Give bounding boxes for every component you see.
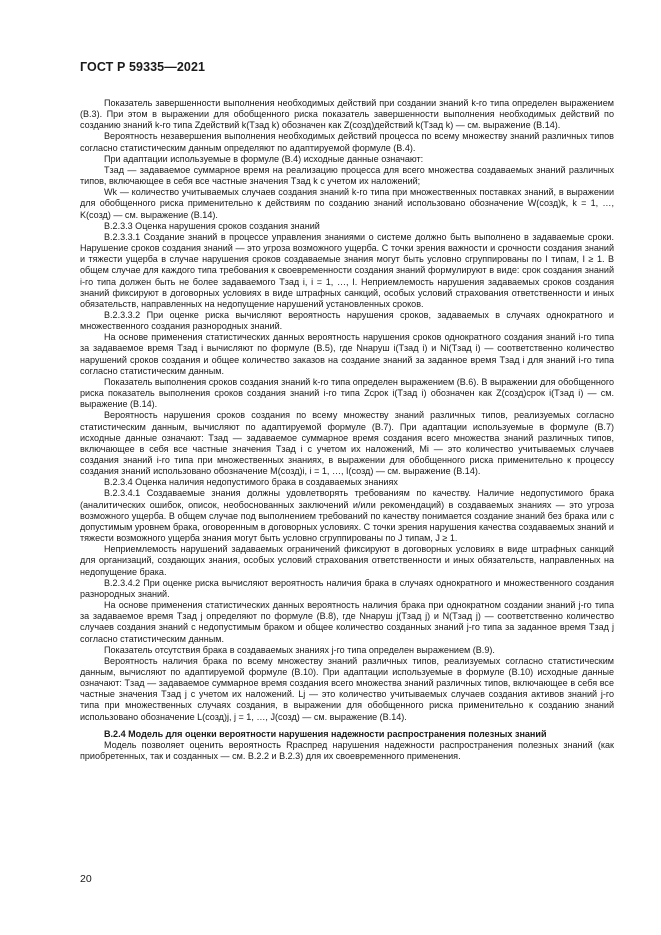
paragraph: Показатель отсутствия брака в создаваемых знаниях j-го типа определен выражением (B.9). xyxy=(104,644,495,655)
paragraph: B.2.3.4.2 При оценке риска вычисляют вероятность наличия брака в случаях однократного и множественного создания разнородных знаний. xyxy=(80,577,614,599)
section-heading: B.2.3.3 Оценка нарушения сроков создания знаний xyxy=(104,220,320,231)
section-heading: B.2.3.4 Оценка наличия недопустимого брака в создаваемых знаниях xyxy=(104,477,398,488)
paragraph: Вероятность незавершения выполнения необходимых действий процесса по всему множеству знаний различных типов согласно статистическим данным определяют по адаптируемой формуле (B.4). xyxy=(80,131,614,153)
paragraph: Wk — количество учитываемых случаев создания знаний k-го типа при множественных поставках знаний, в выражении для обобщенного риска применительно к действиям по созданию знаний использовано обозначение W(созд)k, k = 1, …, K(созд) — см. выражение (B.14). xyxy=(80,187,614,220)
paragraph: Показатель выполнения сроков создания знаний k-го типа определен выражением (B.6). В выражении для обобщенного риска показатель выполнения сроков создания знаний i-го типа Zсрок i(Tзад i) обозначен как Z(созд)срок i(Tзад i) — см. выражение (B.14). xyxy=(80,376,614,410)
paragraph: Модель позволяет оценить вероятность Rраспред нарушения надежности распространения полезных знаний (как приобретенных, так и созданных — см. B.2.2 и B.2.3) для их своевременного применения. xyxy=(80,739,614,762)
paragraph: B.2.3.4.1 Создаваемые знания должны удовлетворять требованиям по качеству. Наличие недопустимого брака (аналитических ошибок, описок, необоснованных заключений и/или рекомендаций) в создаваемых знаниях — это угроза возможного ущерба. В общем случае под выполнением требований по качеству понимается создание знаний без брака или с допустимым уровнем брака, оговоренным в договорных условиях. С точки зрения нарушения качества создаваемых знаний и тяжести возможного ущерба знания могут быть условно сгруппированы по J типам, J ≥ 1. xyxy=(80,488,614,544)
subsection-heading: B.2.4 Модель для оценки вероятности нарушения надежности распространения полезных знаний xyxy=(104,728,547,739)
document-body xyxy=(80,98,614,762)
document-header: ГОСТ Р 59335—2021 xyxy=(80,60,206,74)
paragraph: Вероятность нарушения сроков создания по всему множеству знаний различных типов, реализуемых согласно статистическим данным, вычисляют по адаптируемой формуле (B.7). При адаптации используемые в формуле (B.7) исходные данные означают: Tзад — задаваемое суммарное время создания всего множества знаний различных типов, включающее в себя все частные значения Tзад i с учетом их наложений, Mi — это количество учитываемых случаев создания знаний i-го типа при множественных знаниях, в выражении для обобщенного риска применительно к процессу создания знаний использовано обозначение M(созд)i, i = 1, …, I(созд) — см. выражение (B.14). xyxy=(80,410,614,477)
paragraph: Tзад — задаваемое суммарное время на реализацию процесса для всего множества создаваемых знаний различных типов, включающее в себя все частные значения Tзад k с учетом их наложений; xyxy=(80,164,614,187)
paragraph: Неприемлемость нарушений задаваемых ограничений фиксируют в договорных условиях в виде штрафных санкций для организаций, создающих знания, особых условий страхования ответственности и иных обязательств, направленных на недопущение брака. xyxy=(80,544,614,577)
paragraph: Показатель завершенности выполнения необходимых действий при создании знаний k-го типа определен выражением (B.3). При этом в выражении для обобщенного риска показатель завершенности выполнения необходимых действий по созданию знаний k-го типа Zдействий k(Tзад k) обозначен как Z(созд)действий k(Tзад k) — см. выражение (B.14). xyxy=(80,98,614,131)
paragraph: B.2.3.3.2 При оценке риска вычисляют вероятность нарушения сроков, задаваемых в случаях однократного и множественного создания разнородных знаний. xyxy=(80,309,614,332)
paragraph: B.2.3.3.1 Создание знаний в процессе управления знаниями о системе должно быть выполнено в задаваемые сроки. Нарушение сроков создания знаний — это угроза возможного ущерба. С точки зрения важности и срочности создания знаний и тяжести ущерба в случае нарушения сроков создаваемые знания могут быть условно сгруппированы по I типам, I ≥ 1. В общем случае для каждого типа требования к своевременности создания знаний формулируют в виде: срок создания знаний i-го типа должен быть не более задаваемого Tзад i, i = 1, …, I. Неприемлемость нарушения задаваемых сроков создания знаний фиксируют в договорных условиях в виде штрафных санкций, особых условий страхования ответственности и иных обязательств, направленных на недопущение нарушений установленных сроков. xyxy=(80,231,614,309)
paragraph: На основе применения статистических данных вероятность наличия брака при однократном создании знаний j-го типа за задаваемое время Tзад j определяют по формуле (B.8), где Nнаруш j(Tзад j) и N(Tзад j) — соответственно количество случаев создания знаний с недопустимым браком и общее количество созданных знаний j-го типа за заданное время Tзад j согласно статистическим данным. xyxy=(80,600,614,644)
page-number: 20 xyxy=(80,873,92,885)
paragraph: Вероятность наличия брака по всему множеству знаний различных типов, реализуемых согласно статистическим данным, вычисляют по адаптируемой формуле (B.10). При адаптации используемые в формуле (B.10) исходные данные означают: Tзад — задаваемое суммарное время создания всего множества знаний различных типов, включающее в себя все частные значения Tзад j с учетом их наложений. Lj — это количество учитываемых случаев создания активов знаний j-го типа при множественных случаях создания, в выражении для обобщенного риска применительно к созданию знаний использовано обозначение L(созд)j, j = 1, …, J(созд) — см. выражение (B.14). xyxy=(80,655,614,722)
paragraph: На основе применения статистических данных вероятность нарушения сроков однократного создания знаний i-го типа за задаваемое время Tзад i вычисляют по формуле (B.5), где Nнаруш i(Tзад i) и Ni(Tзад i) — соответственно количество нарушений сроков создания и общее количество заказов на создание знаний за заданное время Tзад i для знаний i-го типа согласно статистическим данным. xyxy=(80,332,614,376)
paragraph: При адаптации используемые в формуле (B.4) исходные данные означают: xyxy=(104,153,424,164)
